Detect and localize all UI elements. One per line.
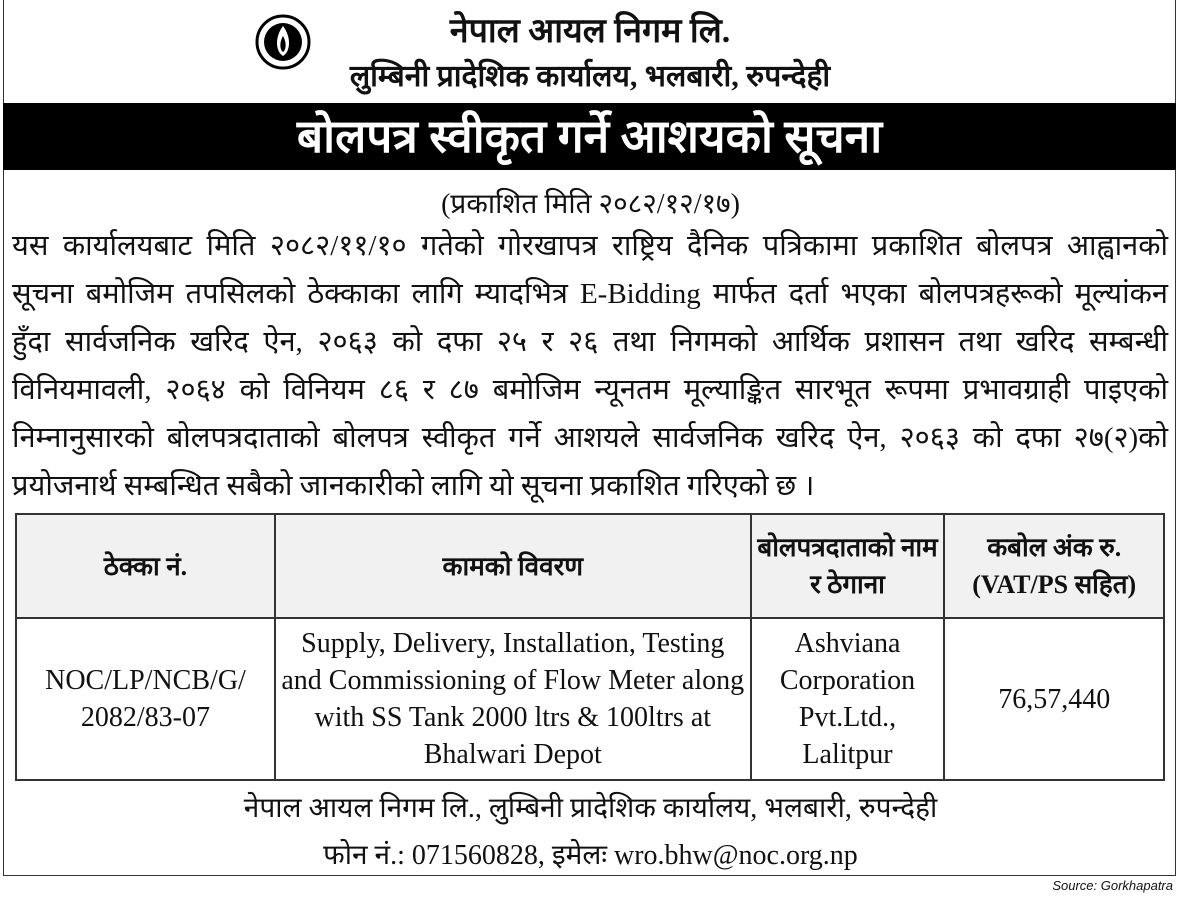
body-line: निम्नानुसारको बोलपत्रदाताको बोलपत्र स्वीकृत गर्ने आशयले सार्वजनिक खरिद ऐन, २०६३ को दफा २७(२)को [12,422,1168,454]
notice-title: बोलपत्र स्वीकृत गर्ने आशयको सूचना [3,103,1176,170]
footer-contact: फोन नं.: 071560828, इमेलः wro.bhw@noc.org.np [323,840,858,871]
col-description: कामको विवरण [275,514,751,618]
col-amount: कबोल अंक रु. (VAT/PS सहित) [944,514,1164,618]
office-name: लुम्बिनी प्रादेशिक कार्यालय, भलबारी, रुपन्देही [349,60,831,93]
body-line: सूचना बमोजिम तपसिलको ठेक्काका लागि म्यादभित्र E-Bidding मार्फत दर्ता भएका बोलपत्रहरूको मूल्यांकन [12,278,1168,310]
body-line: प्रयोजनार्थ सम्बन्धित सबैको जानकारीको लागि यो सूचना प्रकाशित गरिएको छ । [12,470,815,502]
body-line: विनियमावली, २०६४ को विनियम ८६ र ८७ बमोजिम न्यूनतम मूल्याङ्कित सारभूत रूपमा प्रभावग्राही पाइएको [12,374,1168,406]
published-date: (प्रकाशित मिति २०८२/१२/१७) [441,189,740,220]
org-name: नेपाल आयल निगम लि. [449,13,731,50]
description: Supply, Delivery, Installation, Testing and Commissioning of Flow Meter along with SS Tank 2000 ltrs & 100ltrs at Bhalwari Depot [275,618,751,780]
table-header-row [16,514,1164,618]
body-line: हुँदा सार्वजनिक खरिद ऐन, २०६३ को दफा २५ र २६ तथा निगमको आर्थिक प्रशासन तथा खरिद सम्बन्धी [12,326,1168,358]
noc-logo-icon [250,12,316,78]
amount: 76,57,440 [944,618,1164,780]
table-row [16,618,1164,780]
body-line: यस कार्यालयबाट मिति २०८२/११/१० गतेको गोरखापत्र राष्ट्रिय दैनिक पत्रिकामा प्रकाशित बोलपत्र आह्वानको [12,230,1168,262]
bid-table [15,513,1165,781]
footer-address: नेपाल आयल निगम लि., लुम्बिनी प्रादेशिक कार्यालय, भलबारी, रुपन्देही [243,793,938,824]
bidder: Ashviana Corporation Pvt.Ltd., Lalitpur [751,618,945,780]
notice-body [12,222,1168,510]
source-credit: Source: Gorkhapatra [1052,878,1173,893]
col-bidder: बोलपत्रदाताको नाम र ठेगाना [751,514,945,618]
contract-no: NOC/LP/NCB/G/ 2082/83-07 [16,618,275,780]
col-contract-no: ठेक्का नं. [16,514,275,618]
